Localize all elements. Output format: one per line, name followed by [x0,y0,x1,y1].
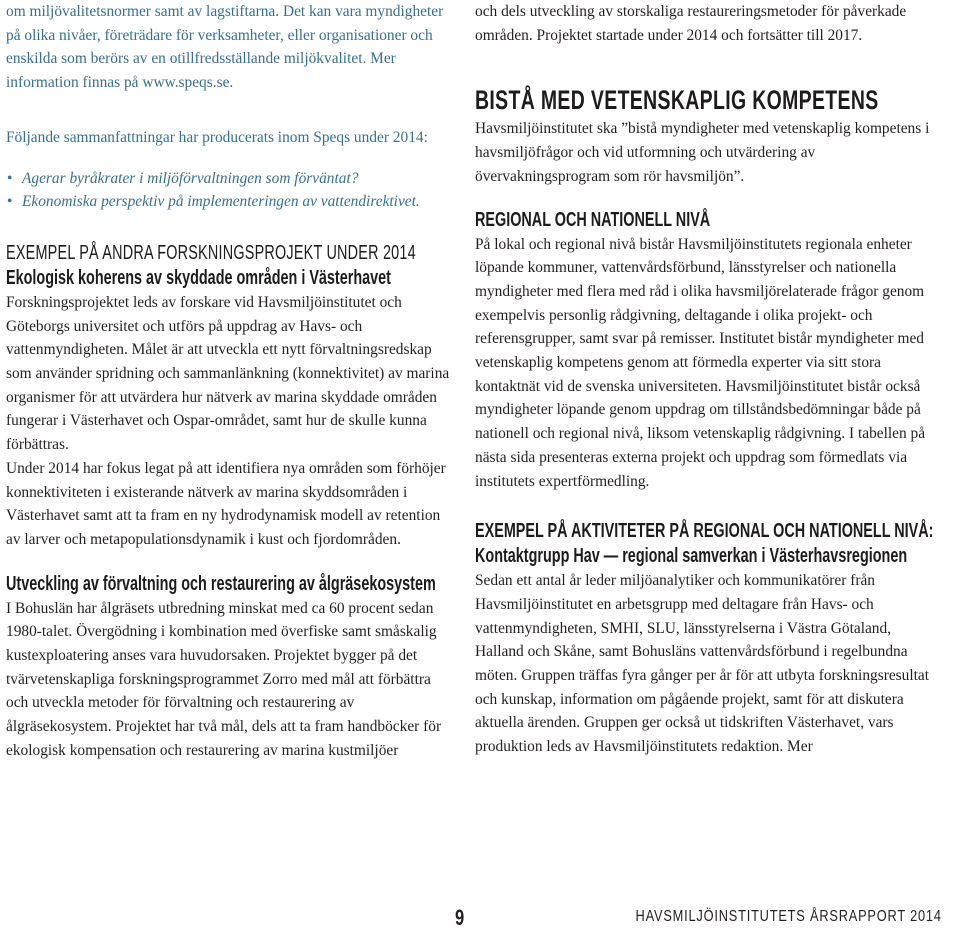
section-heading-competence: BISTÅ MED VETENSKAPLIG KOMPETENS [475,85,879,116]
project2-title: Utveckling av förvaltning och restaurering av ålgräsekosystem [6,572,436,595]
regional-body: På lokal och regional nivå bistår Havsmiljöinstitutets regionala enheter löpande kommuner, vattenvårdsförbund, länsstyrelser och nationella myndigheter med flera med råd i olika havsmiljörelaterade frågor genom exempelvis personlig rådgivning, deltagande i olika projekt- och referensgrupper, samt svar på remisser. Institutet bistår myndigheter med vetenskaplig kompetens genom att förmedla experter via sitt stora kontaktnät vid de svenska universiteten. Havsmiljöinstitutet bistår också myndigheter löpande genom uppdrag om tillståndsbedömningar både på nationell och regional nivå, liksom vetenskaplig rådgivning. I tabellen på nästa sida presenteras externa projekt och uppdrag som förmedlats via institutets expertförmedling. [475,235,926,490]
project1-title: Ekologisk koherens av skyddade områden i Västerhavet [6,266,391,289]
project2-body: I Bohuslän har ålgräsets utbredning minskat med ca 60 procent sedan 1980-talet. Övergödning i kombination med överfiske samt småskalig kustexploatering anses vara huvudorsaken. Projektet bygger på det tvärvetenskapliga forskningsprogrammet Zorro med mål att förbättra och utveckla metoder för förvaltning och restaurering av ålgräsekosystem. Projektet har två mål, dels att ta fram handböcker för ekologisk kompensation och restaurering av marina kustmiljöer [6,599,442,759]
regional-heading: REGIONAL OCH NATIONELL NIVÅ [475,208,711,231]
page-number: 9 [455,905,465,930]
bullet-icon: • [7,193,13,211]
project1-body: Forskningsprojektet leds av forskare vid Havsmiljöinstitutet och Göteborgs universitet och utförs på uppdrag av Havs- och vattenmyndigheten. Målet är att utveckla ett nytt förvaltningsredskap som använder spridning och sammanlänkning (konnektivitet) av marina organismer för att utvärdera hur nätverk av marina skyddade områden fungerar i Västerhavet och Ospar-området, samt hur de skulle kunna förbättras. [6,293,450,454]
bullet-icon: • [7,169,13,187]
project1-body-2: Under 2014 har fokus legat på att identifiera nya områden som förhöjer konnektiviteten i existerande nätverk av marina skyddsområden i Västerhavet samt att ta fram en ny hydrodynamisk modell av retention av larver och metapopulationsdynamik i kust och fjordområden. [6,459,446,548]
research-projects-heading: EXEMPEL PÅ ANDRA FORSKNINGSPROJEKT UNDER 2014 [6,241,416,264]
list-item: • Ekonomiska perspektiv på implementeringen av vattendirektivet. [6,190,454,214]
summaries-lead: Följande sammanfattningar har producerats inom Speqs under 2014: [6,128,428,146]
summaries-list [6,167,454,214]
competence-body: Havsmiljöinstitutet ska ”bistå myndigheter med vetenskaplig kompetens i havsmiljöfrågor och vid utformning och utvärdering av övervakningsprogram som rör havsmiljön”. [475,120,930,185]
list-item: • Agerar byråkrater i miljöförvaltningen som förväntat? [6,167,454,191]
right-column [475,0,934,759]
example-body: Sedan ett antal år leder miljöanalytiker och kommunikatörer från Havsmiljöinstitutet en arbetsgrupp med deltagare från Havs- och vattenmyndigheten, SMHI, SLU, länsstyrelserna i Västra Götaland, Halland och Skåne, samt Bohusläns vattenvårdsförbund i regelbundna möten. Gruppen träffas fyra gånger per år för att utbyta forskningsresultat och kunskap, information om pågående projekt, samt för att diskutera aktuella ärenden. Gruppen ger också ut tidskriften Västerhavet, vars produktion leds av Havsmiljöinstitutets redaktion. Mer [475,572,930,756]
example-title: Kontaktgrupp Hav — regional samverkan i Västerhavsregionen [475,545,908,568]
left-column [6,0,454,763]
intro-paragraph: om miljövalitetsnormer samt av lagstiftarna. Det kan vara myndigheter på olika nivåer, företrädare för verksamheter, eller organisationer och enskilda som berörs av en otillfredsställande miljökvalitet. Mer information finnas på www.speqs.se. [6,3,444,92]
continued-paragraph: och dels utveckling av storskaliga restaureringsmetoder för påverkade områden. Projektet startade under 2014 och fortsätter till 2017. [475,3,907,44]
report-title: HAVSMILJÖINSTITUTETS ÅRSRAPPORT 2014 [635,908,942,925]
example-heading: EXEMPEL PÅ AKTIVITETER PÅ REGIONAL OCH NATIONELL NIVÅ: [475,520,934,543]
